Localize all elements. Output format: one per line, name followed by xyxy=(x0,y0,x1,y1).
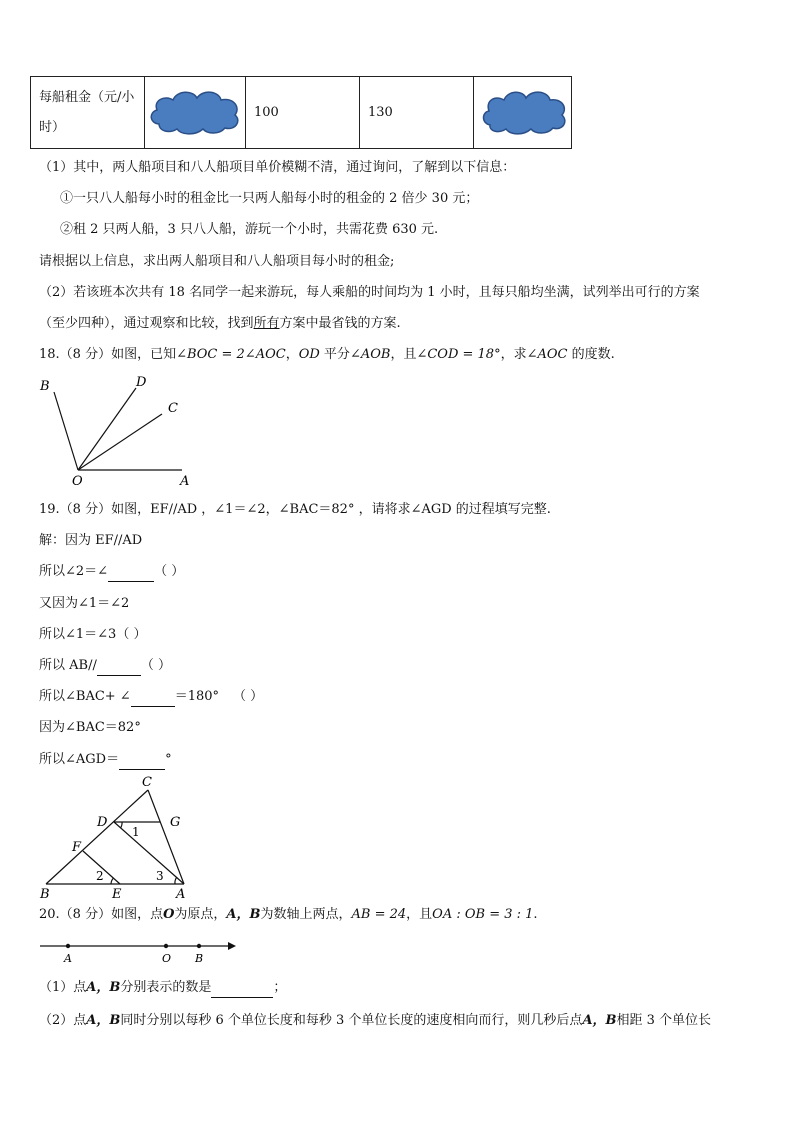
answer-blank[interactable] xyxy=(211,979,273,998)
price-c3: 100 xyxy=(254,105,279,120)
q17-info-2: ②租 2 只两人船，3 只八人船，游玩一个小时，共需花费 630 元. xyxy=(60,222,439,237)
table-row xyxy=(31,77,572,149)
price-cell-c4 xyxy=(360,77,474,149)
label-a: A xyxy=(176,887,186,902)
q17-info-1: ①一只八人船每小时的租金比一只两人船每小时的租金的 2 倍少 30 元； xyxy=(60,191,479,206)
label-c: C xyxy=(142,775,152,790)
q20-part2: （2）点A，B同时分别以每秒 6 个单位长度和每秒 3 个单位长度的速度相向而行，则几秒后点A，B相距 3 个单位长 xyxy=(39,1013,712,1028)
segment-da xyxy=(114,822,184,884)
label-a: A xyxy=(64,952,72,965)
q17-part2-line1: （2）若该班本次共有 18 名同学一起来游玩，每人乘船的时间均为 1 小时，且每只船均坐满，试列举出可行的方案 xyxy=(39,285,700,300)
cloud-blot-icon xyxy=(478,85,568,137)
point-o xyxy=(164,944,168,948)
q19-step-2: 所以∠2＝∠ （ ） xyxy=(39,563,184,582)
label-o: O xyxy=(162,952,172,965)
ray-od xyxy=(78,388,136,470)
answer-blank[interactable] xyxy=(131,688,175,707)
label-b: B xyxy=(40,887,50,902)
q19-step-7: 因为∠BAC＝82° xyxy=(39,720,141,735)
ray-ob xyxy=(54,392,78,470)
label-c: C xyxy=(168,401,178,416)
underlined-all: 所有 xyxy=(253,316,280,331)
q19-title: 19.（8 分）如图，EF//AD ，∠1＝∠2，∠BAC＝82° ，请将求∠AGD 的过程填写完整. xyxy=(39,502,551,517)
answer-blank[interactable] xyxy=(108,563,154,582)
q19-step-6: 所以∠BAC+ ∠ ＝180° （ ） xyxy=(39,688,263,707)
q18-angle-figure xyxy=(30,370,200,490)
q20-number-line xyxy=(36,936,246,966)
label-d: D xyxy=(136,375,147,390)
point-b xyxy=(197,944,201,948)
label-e: E xyxy=(112,887,122,902)
q17-part2-line2: （至少四种），通过观察和比较，找到所有方案中最省钱的方案. xyxy=(39,316,401,331)
q17-part1-intro: （1）其中，两人船项目和八人船项目单价模糊不清，通过询问，了解到以下信息： xyxy=(39,160,516,175)
q20-title: 20.（8 分）如图，点O为原点，A，B为数轴上两点，AB = 24，且OA : OB = 3 : 1. xyxy=(39,907,538,922)
q19-step-1: 解：因为 EF//AD xyxy=(39,533,143,548)
blurred-cell-eight-person xyxy=(474,77,572,149)
label-b: B xyxy=(195,952,204,965)
answer-blank[interactable] xyxy=(119,751,165,770)
row-label-cell xyxy=(31,77,145,149)
axis-arrow-icon xyxy=(228,942,236,950)
q17-ask-1: 请根据以上信息，求出两人船项目和八人船项目每小时的租金; xyxy=(39,254,395,269)
cloud-blot-icon xyxy=(145,86,245,136)
point-a xyxy=(66,944,70,948)
angle-label-1: 1 xyxy=(132,825,140,839)
q19-step-3: 又因为∠1＝∠2 xyxy=(39,596,130,611)
angle-arc-1 xyxy=(121,822,123,828)
q19-step-4: 所以∠1＝∠3（ ） xyxy=(39,627,147,642)
row-label: 每船租金（元/小时） xyxy=(39,89,135,135)
label-g: G xyxy=(170,815,181,830)
price-c4: 130 xyxy=(368,105,393,120)
angle-arc-3 xyxy=(175,877,177,884)
q18-title: 18.（8 分）如图，已知∠BOC = 2∠AOC，OD 平分∠AOB，且∠COD = 18°，求∠AOC 的度数. xyxy=(39,347,615,362)
ray-oc xyxy=(78,414,162,470)
angle-arc-2 xyxy=(111,878,114,884)
q19-step-8: 所以∠AGD＝ ° xyxy=(39,751,172,770)
label-a: A xyxy=(180,474,190,489)
angle-label-3: 3 xyxy=(156,869,164,883)
blurred-cell-two-person xyxy=(145,77,246,149)
price-cell-c3 xyxy=(246,77,360,149)
rent-table xyxy=(30,76,572,149)
side-ca xyxy=(148,790,184,884)
q20-part1: （1）点A，B分别表示的数是 ； xyxy=(39,979,286,998)
label-d: D xyxy=(97,815,108,830)
label-b: B xyxy=(40,379,50,394)
q19-step-5: 所以 AB// （ ） xyxy=(39,657,171,676)
label-o: O xyxy=(72,474,83,489)
q19-triangle-figure xyxy=(36,772,196,902)
answer-blank[interactable] xyxy=(97,657,141,676)
label-f: F xyxy=(72,840,82,855)
angle-label-2: 2 xyxy=(96,869,104,883)
